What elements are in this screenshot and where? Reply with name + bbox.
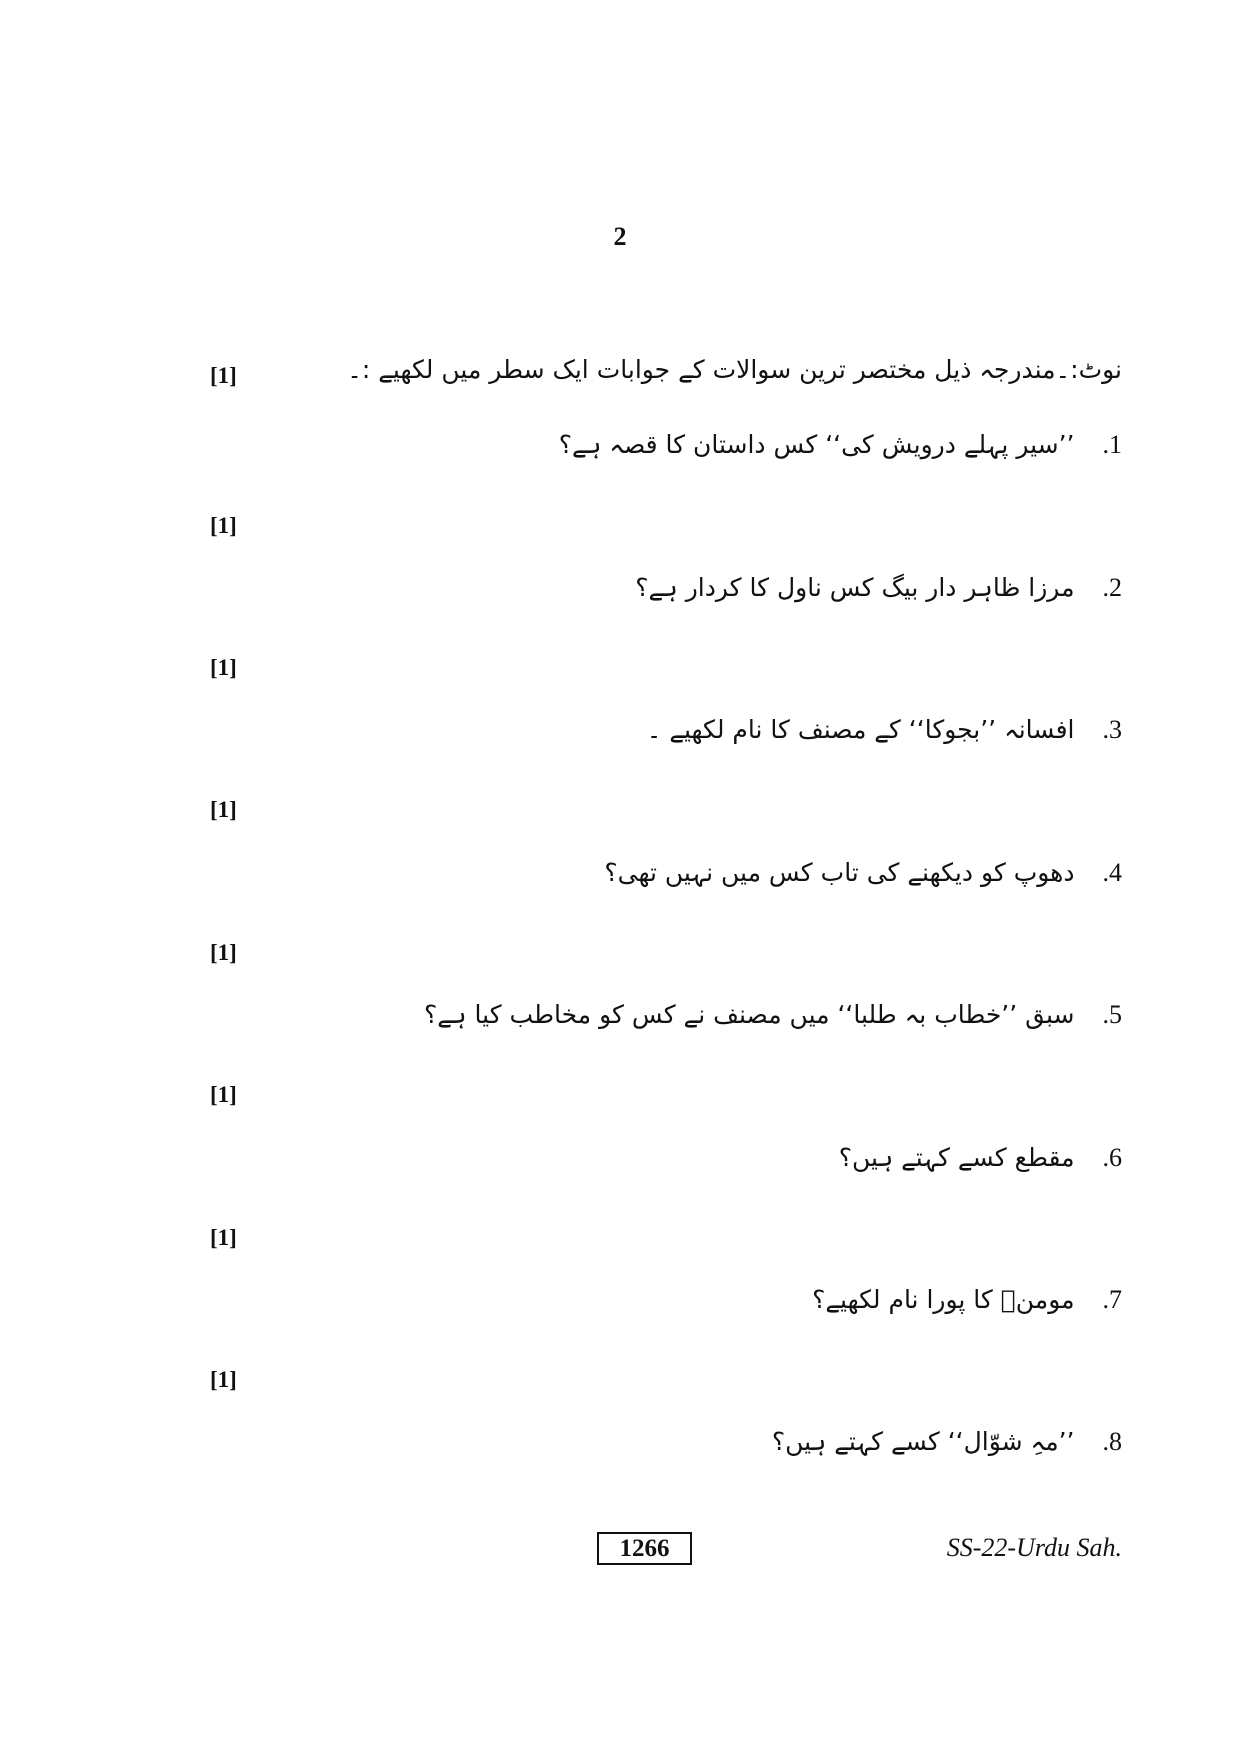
question-8-number: 8. [1102,1427,1122,1456]
question-2-text: مرزا ظاہر دار بیگ کس ناول کا کردار ہے؟ [635,573,1075,602]
page-number: 2 [613,222,627,251]
instruction-note: نوٹ:۔مندرجہ ذیل مختصر ترین سوالات کے جوابات ایک سطر میں لکھیے :۔ [347,355,1122,384]
question-1-marks: [1] [210,363,237,388]
question-7-marks: [1] [210,1225,237,1250]
question-1-number: 1. [1102,430,1122,459]
question-8-text: ’’مہِ شوّال‘‘ کسے کہتے ہیں؟ [771,1427,1075,1456]
question-5 [424,1000,1122,1030]
question-6 [839,1143,1122,1173]
paper-name: SS-22-Urdu Sah. [946,1533,1122,1562]
question-6-marks: [1] [210,1082,237,1107]
question-8 [772,1427,1122,1457]
question-7 [812,1285,1122,1315]
question-3-text: افسانہ ’’بجوکا‘‘ کے مصنف کا نام لکھیے ۔ [646,715,1075,744]
question-4-text: دھوپ کو دیکھنے کی تاب کس میں نہیں تھی؟ [604,858,1075,887]
question-1-text: ’’سیر پہلے درویش کی‘‘ کس داستان کا قصہ ہے؟ [558,430,1075,459]
question-6-text: مقطع کسے کہتے ہیں؟ [838,1143,1075,1172]
question-4-marks: [1] [210,797,237,822]
question-5-text: سبق ’’خطاب بہ طلبا‘‘ میں مصنف نے کس کو مخاطب کیا ہے؟ [424,1000,1075,1029]
question-3 [647,715,1122,745]
question-1 [559,430,1122,460]
question-2 [635,573,1122,603]
question-2-marks: [1] [210,513,237,538]
question-7-text: مومنؔ کا پورا نام لکھیے؟ [812,1285,1075,1314]
question-8-marks: [1] [210,1367,237,1392]
question-4-number: 4. [1102,858,1122,887]
question-5-number: 5. [1102,1000,1122,1029]
question-4 [604,858,1122,888]
question-3-marks: [1] [210,655,237,680]
question-paper-code: 1266 [597,1532,692,1565]
question-7-number: 7. [1102,1285,1122,1314]
question-6-number: 6. [1102,1143,1122,1172]
question-2-number: 2. [1102,573,1122,602]
question-5-marks: [1] [210,940,237,965]
question-3-number: 3. [1102,715,1122,744]
